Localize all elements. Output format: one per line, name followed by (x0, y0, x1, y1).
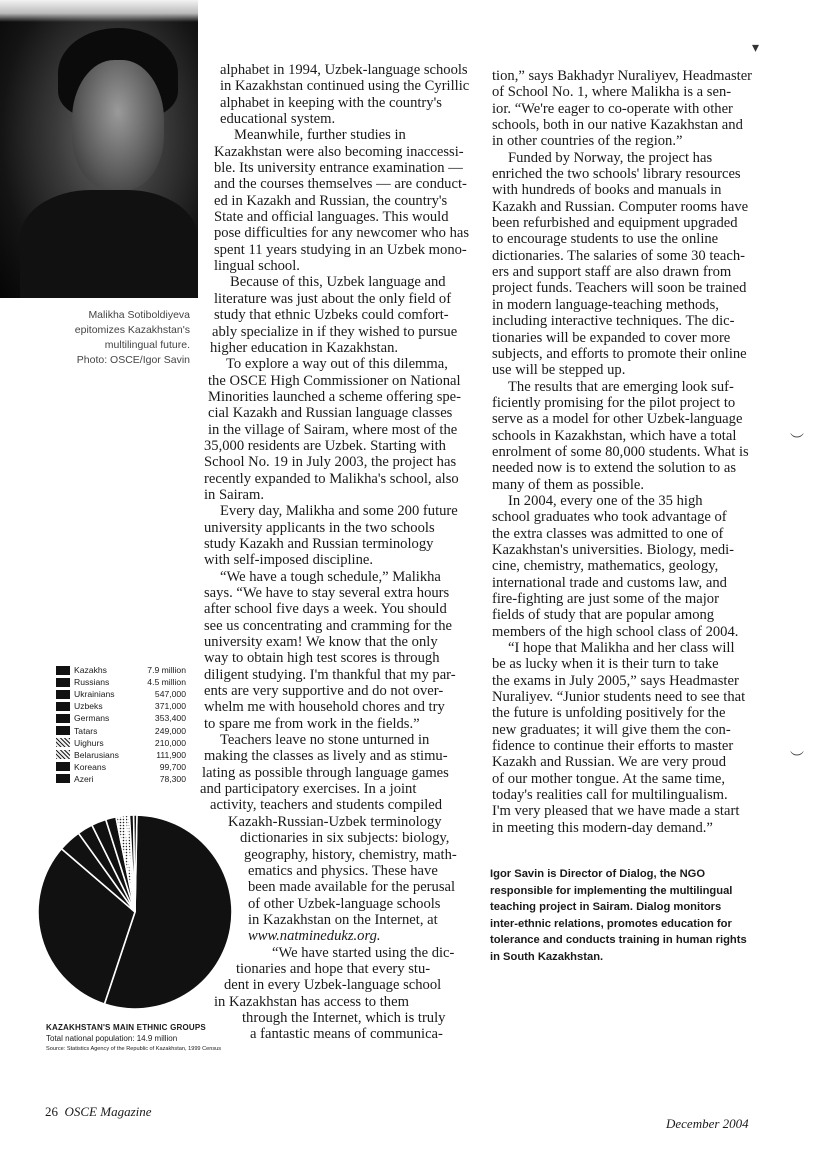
article-line: be as lucky when it is their turn to take (492, 656, 719, 673)
article-line: been made available for the perusal (248, 879, 456, 896)
article-line: ematics and physics. These have (248, 862, 438, 879)
legend-label: Russians (74, 677, 110, 688)
article-line: to encourage students to use the online (492, 231, 719, 248)
article-line: with self-imposed discipline. (204, 552, 374, 569)
article-line: in Kazakhstan has access to them (214, 993, 409, 1010)
article-line: literature was just about the only field of (214, 290, 452, 307)
article-line: and the courses themselves — are conduct- (214, 176, 467, 193)
article-line: lingual school. (214, 258, 300, 275)
article-line: dent in every Uzbek-language school (224, 977, 442, 994)
caption-credit: Photo: OSCE/Igor Savin (76, 354, 190, 366)
article-line: www.natminedukz.org. (248, 928, 381, 945)
legend-label: Germans (74, 713, 110, 724)
article-line: the extra classes was admitted to one of (492, 525, 724, 542)
article-line: and participatory exercises. In a joint (200, 781, 417, 798)
chart-source: Source: Statistics Agency of the Republic of Kazakhstan, 1999 Census (46, 1046, 222, 1052)
article-line: Kazakh and Russian. Computer rooms have (492, 198, 749, 215)
article-line: Kazakh and Russian. We are very proud (492, 754, 727, 771)
article-line: tion,” says Bakhadyr Nuraliyev, Headmaster (492, 68, 753, 84)
legend-swatch (56, 726, 70, 735)
chart-title: KAZAKHSTAN'S MAIN ETHNIC GROUPS (46, 1023, 206, 1032)
article-line: project funds. Teachers will soon be trained (492, 280, 747, 297)
article-line: lating as possible through language games (202, 764, 449, 781)
article-line: dictionaries in six subjects: biology, (240, 830, 450, 847)
scan-mark: ︶ (790, 434, 804, 449)
legend-label: Tatars (74, 725, 98, 736)
article-line: in Sairam. (204, 486, 264, 503)
article-line: of School No. 1, where Malikha is a sen- (492, 84, 732, 101)
article-line: ents are very supportive and do not over- (204, 683, 444, 700)
chart-subtitle: Total national population: 14.9 million (46, 1034, 178, 1043)
article-line: fire-fighting are just some of the major (492, 591, 719, 607)
article-line: Kazakhstan were also becoming inaccessi- (214, 143, 464, 160)
article-line: spent 11 years studying in an Uzbek mono- (214, 241, 467, 258)
article-line: geography, history, chemistry, math- (244, 846, 457, 863)
article-line: Minorities launched a scheme offering spe- (208, 388, 462, 405)
legend-item (56, 712, 186, 724)
legend-swatch (56, 690, 70, 699)
article-line: in the village of Sairam, where most of the (208, 421, 458, 438)
article-line: study Kazakh and Russian terminology (204, 535, 434, 552)
article-line: cial Kazakh and Russian language classes (208, 405, 453, 422)
article-line: Teachers leave no stone unturned in (220, 732, 430, 749)
article-line: in Kazakhstan on the Internet, at (248, 911, 438, 928)
legend-label: Koreans (74, 761, 107, 772)
article-line: alphabet in 1994, Uzbek-language schools (220, 62, 468, 78)
article-line: Meanwhile, further studies in (234, 127, 406, 144)
article-line: in Kazakhstan continued using the Cyrillic (220, 78, 470, 95)
article-line: in other countries of the region.” (492, 133, 683, 150)
legend-value: 7.9 million (147, 665, 186, 676)
magazine-name: OSCE Magazine (64, 1104, 152, 1119)
article-line: “We have started using the dic- (272, 944, 455, 961)
article-line: I'm very pleased that we have made a start (492, 803, 740, 820)
article-line: today's realities call for multilingualism. (492, 787, 728, 804)
article-line: enrolment of some 80,000 students. What is (492, 443, 749, 460)
article-line: School No. 19 in July 2003, the project has (204, 454, 457, 471)
chart-legend (56, 664, 186, 785)
article-line: schools in Kazakhstan, which have a total (492, 427, 737, 444)
legend-value: 78,300 (159, 773, 186, 784)
legend-item (56, 724, 186, 736)
bio-line: inter-ethnic relations, promotes education for (490, 917, 732, 930)
legend-item (56, 688, 186, 700)
article-line: been refurbished and equipment upgraded (492, 215, 738, 232)
article-line: needed now is to extend the solution to as (492, 460, 736, 477)
article-line: tionaries and hope that every stu- (236, 960, 431, 977)
bio-line: Igor Savin is Director of Dialog, the NGO (490, 868, 706, 880)
article-line: cine, chemistry, mathematics, geology, (492, 558, 719, 575)
article-line: schools, both in our native Kazakhstan and (492, 117, 743, 134)
article-line: with hundreds of books and manuals in (492, 182, 722, 199)
article-line: in meeting this modern-day demand.” (492, 819, 713, 836)
article-line: study that ethnic Uzbeks could comfort- (214, 307, 449, 324)
article-line: see us concentrating and cramming for the (204, 617, 453, 634)
article-line: “I hope that Malikha and her class will (508, 640, 735, 657)
legend-swatch (56, 678, 70, 687)
article-line: ficiently promising for the pilot project to (492, 394, 736, 411)
article-line: through the Internet, which is truly (242, 1009, 446, 1026)
article-line: way to obtain high test scores is through (204, 650, 440, 667)
article-line: In 2004, every one of the 35 high (508, 492, 703, 509)
bio-line: in South Kazakhstan. (490, 950, 604, 963)
article-line: school graduates who took advantage of (492, 509, 727, 526)
article-line: The results that are emerging look suf- (508, 378, 734, 395)
article-line: ably specialize in if they wished to pursue (212, 323, 458, 340)
article-line: university exam! We know that the only (204, 634, 438, 651)
caption-line: epitomizes Kazakhstan's (74, 324, 190, 336)
bio-line: responsible for implementing the multilingual (490, 884, 733, 897)
article-line: whelm me with household chores and try (204, 699, 445, 716)
article-line: the OSCE High Commissioner on National (208, 372, 461, 389)
legend-value: 111,900 (156, 749, 186, 760)
article-line: fields of study that are popular among (492, 607, 715, 624)
article-line: Kazakh-Russian-Uzbek terminology (228, 813, 442, 830)
article-line: Funded by Norway, the project has (508, 149, 713, 166)
article-line: diligent studying. I'm thankful that my par- (204, 666, 456, 683)
article-line: 35,000 residents are Uzbek. Starting with (204, 437, 446, 454)
caption-line: multilingual future. (104, 339, 190, 351)
legend-value: 249,000 (154, 725, 186, 736)
article-line: to spare me from work in the fields.” (204, 715, 420, 732)
article-line: of other Uzbek-language schools (248, 895, 441, 912)
legend-value: 210,000 (154, 737, 186, 748)
legend-swatch (56, 666, 70, 675)
legend-swatch (56, 702, 70, 711)
article-line: tionaries will be expanded to cover more (492, 329, 731, 346)
article-line: “We have a tough schedule,” Malikha (220, 568, 441, 585)
article-line: international trade and customs law, and (492, 574, 727, 591)
legend-value: 547,000 (154, 689, 186, 700)
article-line: educational system. (220, 111, 336, 128)
article-line: activity, teachers and students compiled (210, 797, 443, 814)
legend-swatch (56, 714, 70, 723)
article-line: of our mother tongue. At the same time, (492, 770, 726, 787)
article-line: in modern language-teaching methods, (492, 296, 719, 313)
article-line: serve as a model for other Uzbek-language (492, 411, 743, 428)
legend-value: 4.5 million (147, 677, 186, 688)
article-line: Every day, Malikha and some 200 future (220, 503, 458, 520)
legend-item (56, 676, 186, 688)
article-line: enriched the two schools' library resources (492, 166, 741, 183)
legend-item (56, 749, 186, 761)
article-line: many of them as possible. (492, 476, 644, 493)
scan-mark: ▾ (752, 41, 760, 56)
article-line: ed in Kazakh and Russian, the country's (214, 192, 448, 209)
article-line: dictionaries. The salaries of some 30 teach- (492, 247, 746, 264)
article-line: Nuraliyev. “Junior students need to see that (492, 689, 746, 706)
article-line: To explore a way out of this dilemma, (226, 356, 448, 373)
scan-mark: ︶ (790, 752, 804, 767)
legend-label: Kazakhs (74, 665, 107, 676)
bio-line: tolerance and conducts training in human rights (490, 934, 747, 946)
article-line: new graduates; it will give them the con- (492, 721, 731, 738)
caption-line: Malikha Sotiboldiyeva (88, 309, 190, 321)
page-footer-left (45, 1104, 152, 1120)
legend-swatch (56, 738, 70, 747)
legend-swatch (56, 750, 70, 759)
legend-item (56, 664, 186, 676)
legend-swatch (56, 774, 70, 783)
legend-item (56, 773, 186, 785)
legend-label: Belarusians (74, 749, 119, 760)
article-line: members of the high school class of 2004. (492, 623, 739, 640)
article-line: including interactive techniques. The dic- (492, 313, 735, 330)
article-line: the future is unfolding positively for the (492, 705, 726, 722)
legend-label: Uzbeks (74, 701, 103, 712)
legend-value: 353,400 (154, 713, 186, 724)
article-line: a fantastic means of communica- (250, 1026, 443, 1043)
article-line: use will be stepped up. (492, 362, 626, 379)
page-number: 26 (45, 1104, 58, 1119)
article-line: alphabet in keeping with the country's (220, 94, 442, 111)
article-line: the exams in July 2005,” says Headmaster (492, 672, 739, 689)
article-column-2 (492, 68, 792, 836)
legend-label: Azeri (74, 773, 94, 784)
legend-value: 371,000 (154, 701, 186, 712)
legend-value: 99,700 (159, 761, 186, 772)
article-line: Because of this, Uzbek language and (230, 274, 446, 291)
article-line: recently expanded to Malikha's school, also (204, 470, 459, 487)
legend-label: Uighurs (74, 737, 104, 748)
legend-swatch (56, 762, 70, 771)
author-bio (490, 866, 780, 965)
legend-item (56, 761, 186, 773)
legend-item (56, 700, 186, 712)
ethnic-groups-pie-chart (35, 812, 235, 1012)
bio-line: teaching project in Sairam. Dialog monitors (490, 901, 722, 913)
article-line: says. “We have to stay several extra hours (204, 585, 450, 601)
article-line: ior. “We're eager to co-operate with other (492, 100, 733, 117)
portrait-photo (0, 0, 198, 298)
article-line: State and official languages. This would (214, 209, 449, 226)
legend-label: Ukrainians (74, 689, 115, 700)
article-line: ers and support staff are also drawn from (492, 264, 732, 281)
legend-item (56, 737, 186, 749)
issue-date: December 2004 (666, 1116, 749, 1131)
article-line: fidence to continue their efforts to master (492, 738, 734, 755)
article-line: ble. Its university entrance examination — (214, 160, 463, 177)
article-line: making the classes as lively and as stimu- (204, 748, 448, 765)
article-line: subjects, and efforts to promote their online (492, 345, 747, 362)
article-line: Kazakhstan's universities. Biology, medi- (492, 541, 735, 558)
article-line: pose difficulties for any newcomer who has (214, 225, 470, 242)
article-line: after school five days a week. You should (204, 601, 447, 618)
article-line: university applicants in the two schools (204, 519, 435, 536)
article-column-1 (200, 62, 490, 1043)
article-line: higher education in Kazakhstan. (210, 339, 399, 356)
photo-caption (40, 308, 190, 368)
